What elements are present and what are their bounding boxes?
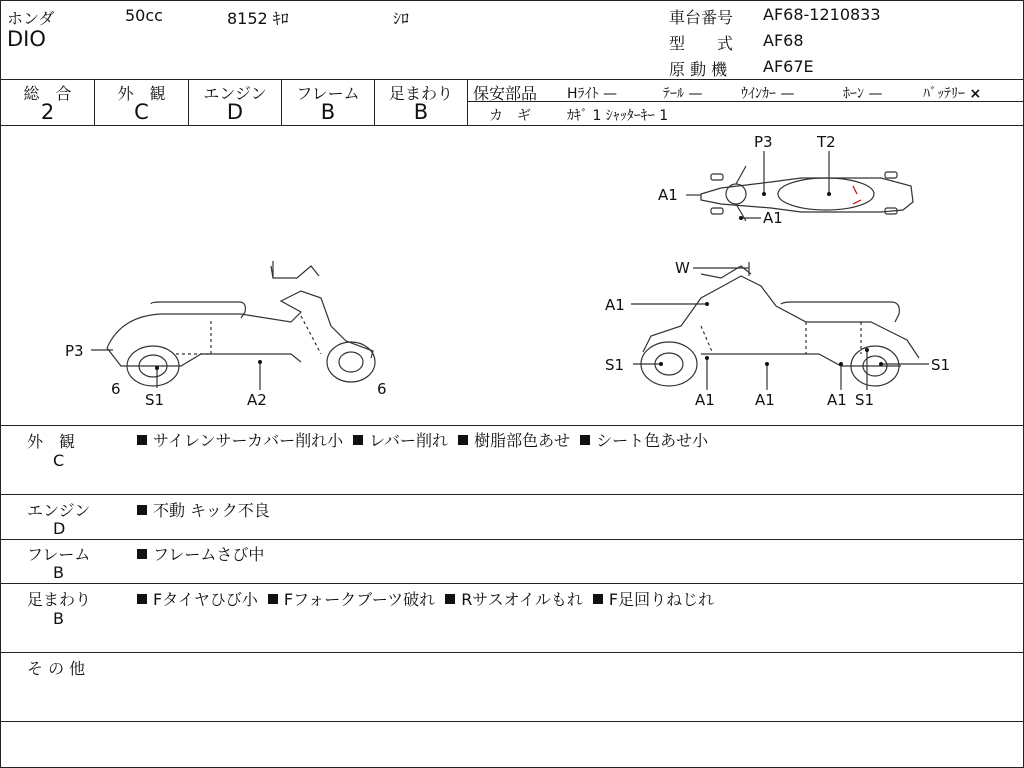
mark-left-s1: S1 — [145, 391, 165, 409]
grade-engine-value: D — [226, 100, 244, 124]
mark-right-s1: S1 — [605, 356, 625, 374]
grade-frame-label: フレーム — [296, 84, 360, 103]
type-label: 型 式 — [669, 34, 734, 53]
maker: ホンダ — [7, 9, 55, 28]
scooter-right-view — [641, 262, 919, 386]
mark-top-a1: A1 — [658, 186, 678, 204]
detail-item: レバー削れ — [353, 428, 448, 451]
detail-item: Fタイヤひび小 — [137, 587, 258, 610]
frame-no: AF68-1210833 — [763, 5, 881, 24]
detail-engine-grade: D — [53, 519, 66, 538]
detail-frame-label: フレーム — [27, 545, 91, 564]
grade-exterior-value: C — [134, 100, 149, 124]
divider — [1, 494, 1023, 495]
safety-item-tail: ﾃｰﾙ — — [663, 86, 703, 102]
mark-right-s1b: S1 — [855, 391, 875, 409]
divider — [467, 79, 468, 125]
divider — [1, 652, 1023, 653]
mileage: 8152 ｷﾛ — [227, 9, 289, 28]
type-value: AF68 — [763, 31, 804, 50]
safety-label: 保安部品 — [473, 84, 538, 103]
detail-frame-items — [137, 542, 264, 565]
detail-exterior-items — [137, 428, 708, 451]
grade-engine-label: エンジン — [203, 84, 267, 103]
key-label: カ ギ — [489, 108, 531, 124]
mark-top-t2: T2 — [817, 133, 836, 151]
detail-item: 樹脂部色あせ — [458, 428, 570, 451]
divider — [1, 583, 1023, 584]
scooter-left-view — [107, 261, 375, 386]
mark-right-a1d: A1 — [827, 391, 847, 409]
divider — [1, 79, 1023, 80]
safety-item-horn: ﾎｰﾝ — — [843, 86, 883, 102]
grade-suspension-label: 足まわり — [388, 84, 453, 103]
divider — [1, 721, 1023, 722]
bullet-icon — [458, 435, 468, 445]
body-color: ｼﾛ — [393, 9, 410, 28]
frame-no-label: 車台番号 — [669, 8, 734, 27]
bullet-icon — [137, 435, 147, 445]
grade-suspension-value: B — [413, 100, 429, 124]
detail-exterior-grade: C — [53, 451, 65, 470]
detail-item: サイレンサーカバー削れ小 — [137, 428, 343, 451]
bullet-icon — [137, 549, 147, 559]
engine-label: 原 動 機 — [669, 60, 728, 79]
bullet-icon — [445, 594, 455, 604]
grade-exterior-label: 外 観 — [117, 84, 166, 103]
mark-left-6a: 6 — [111, 380, 121, 398]
detail-item: シート色あせ小 — [580, 428, 708, 451]
detail-item: Rサスオイルもれ — [445, 587, 583, 610]
bullet-icon — [353, 435, 363, 445]
mark-right-a1: A1 — [605, 296, 625, 314]
detail-item: フレームさび中 — [137, 542, 264, 565]
safety-item-winker: ｳｲﾝｶｰ — — [741, 86, 795, 102]
damage-diagram — [1, 126, 1023, 425]
detail-other-label: そ の 他 — [27, 659, 86, 678]
mark-right-a1c: A1 — [755, 391, 775, 409]
grade-overall-value: 2 — [40, 100, 55, 124]
mark-top-a1b: A1 — [763, 209, 783, 227]
scooter-top-view — [701, 166, 913, 221]
grade-overall-label: 総 合 — [23, 84, 72, 103]
grade-frame-value: B — [320, 100, 336, 124]
mark-left-a2: A2 — [247, 391, 267, 409]
detail-frame-grade: B — [53, 563, 64, 582]
divider — [1, 539, 1023, 540]
key-value: ｶｷﾞ 1 ｼｬｯﾀｰｷｰ 1 — [567, 108, 669, 124]
detail-engine-label: エンジン — [27, 501, 91, 520]
mark-right-s1c: S1 — [931, 356, 951, 374]
bullet-icon — [580, 435, 590, 445]
detail-item: Fフォークブーツ破れ — [268, 587, 435, 610]
detail-suspension-label: 足まわり — [27, 590, 92, 609]
mark-top-p3: P3 — [754, 133, 773, 151]
mark-left-p3: P3 — [65, 342, 84, 360]
divider — [1, 425, 1023, 426]
detail-exterior-label: 外 観 — [27, 432, 76, 451]
mark-left-6b: 6 — [377, 380, 387, 398]
detail-item: F足回りねじれ — [593, 587, 714, 610]
detail-suspension-grade: B — [53, 609, 64, 628]
engine-value: AF67E — [763, 57, 814, 76]
detail-engine-items — [137, 498, 270, 521]
bullet-icon — [137, 505, 147, 515]
bullet-icon — [593, 594, 603, 604]
bullet-icon — [268, 594, 278, 604]
safety-item-headlight: Hﾗｲﾄ — — [567, 86, 617, 102]
displacement: 50cc — [125, 6, 163, 25]
safety-item-battery: ﾊﾞｯﾃﾘｰ × — [923, 86, 982, 102]
detail-suspension-items — [137, 587, 714, 610]
mark-right-a1b: A1 — [695, 391, 715, 409]
detail-item: 不動 キック不良 — [137, 498, 270, 521]
bullet-icon — [137, 594, 147, 604]
mark-right-w: W — [675, 259, 690, 277]
model-name: DIO — [7, 27, 46, 51]
